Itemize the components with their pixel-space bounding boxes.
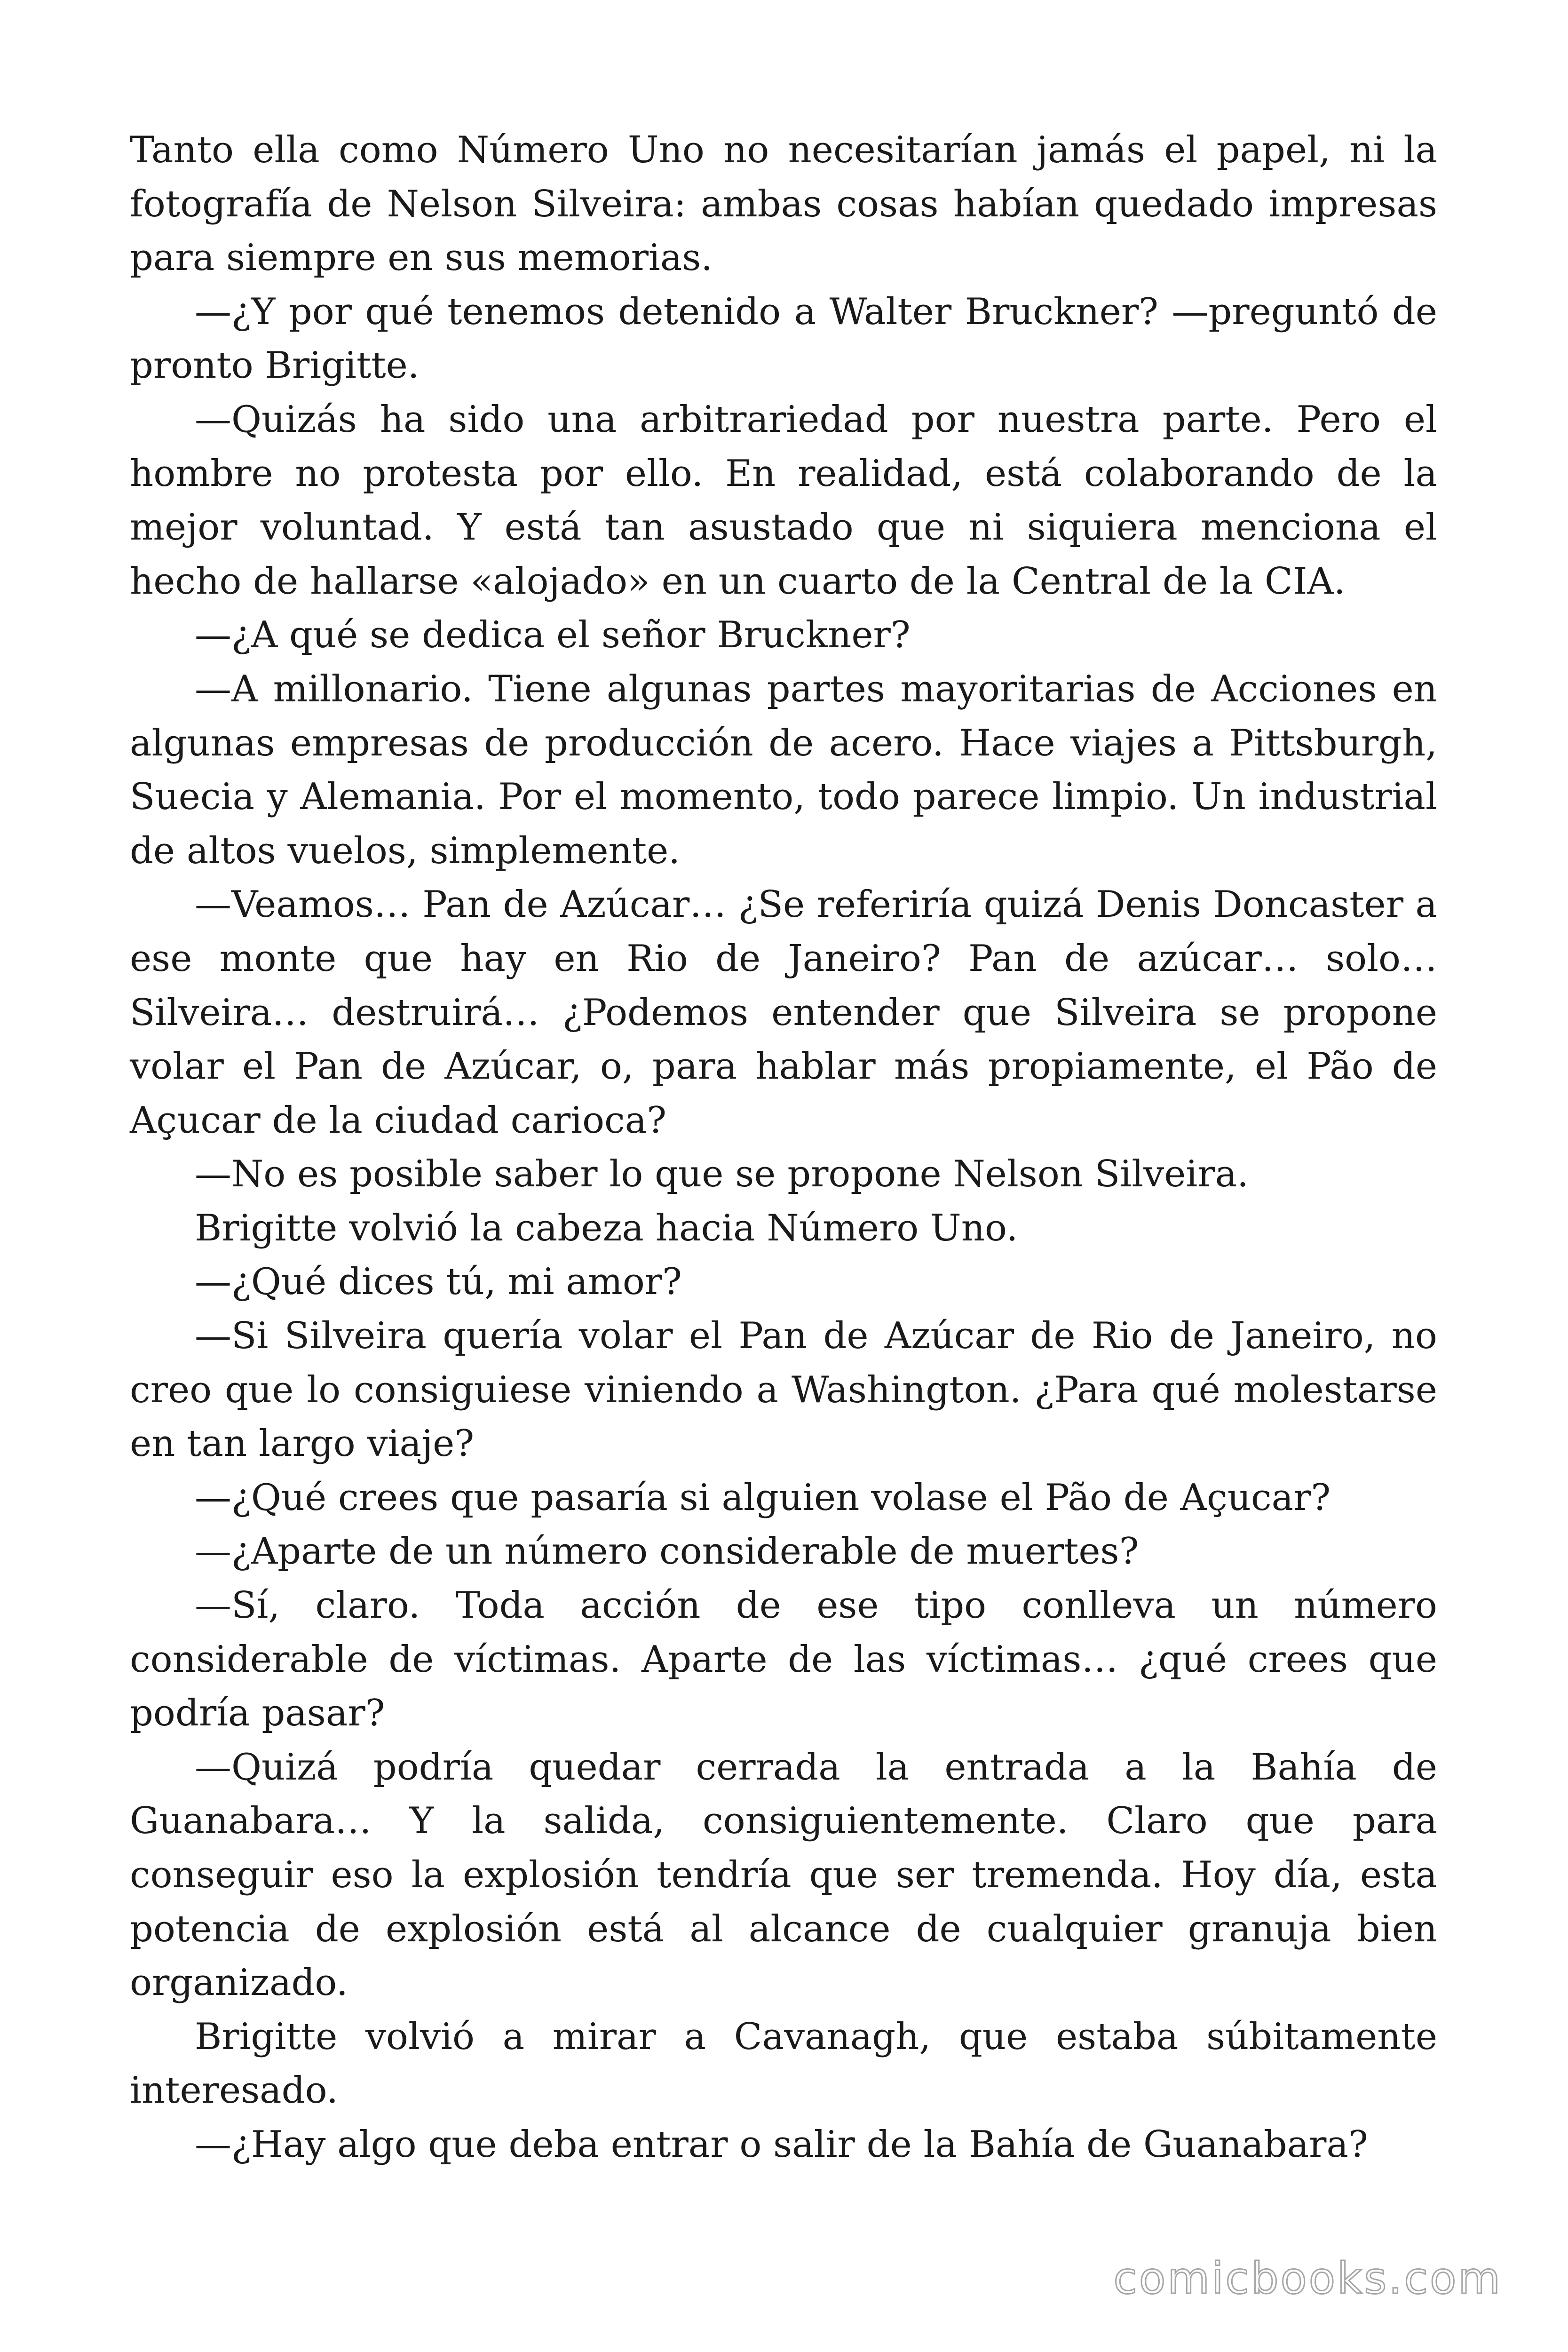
body-text <box>130 123 1437 2172</box>
paragraph-10: —Si Silveira quería volar el Pan de Azúcar de Rio de Janeiro, no creo que lo consiguiese viniendo a Washington. ¿Para qué molestarse en tan largo viaje? <box>130 1315 1437 1465</box>
paragraph-16: —¿Hay algo que deba entrar o salir de la Bahía de Guanabara? <box>195 2123 1368 2166</box>
paragraph-14: —Quizá podría quedar cerrada la entrada a la Bahía de Guanabara… Y la salida, consiguientemente. Claro que para conseguir eso la explosión tendría que ser tremenda. Hoy día, esta potencia de explosión está al alcance de cualquier granuja bien organizado. <box>130 1746 1437 2004</box>
paragraph-5: —A millonario. Tiene algunas partes mayoritarias de Acciones en algunas empresas de producción de acero. Hace viajes a Pittsburgh, Suecia y Alemania. Por el momento, todo parece limpio. Un industrial de altos vuelos, simplemente. <box>130 667 1437 872</box>
paragraph-4: —¿A qué se dedica el señor Bruckner? <box>195 614 911 657</box>
paragraph-9: —¿Qué dices tú, mi amor? <box>195 1261 682 1303</box>
paragraph-7: —No es posible saber lo que se propone Nelson Silveira. <box>195 1153 1249 1196</box>
paragraph-8: Brigitte volvió la cabeza hacia Número Uno. <box>195 1207 1018 1249</box>
paragraph-1: Tanto ella como Número Uno no necesitarían jamás el papel, ni la fotografía de Nelson Silveira: ambas cosas habían quedado impresas para siempre en sus memorias. <box>130 129 1437 279</box>
paragraph-11: —¿Qué crees que pasaría si alguien volase el Pão de Açucar? <box>195 1476 1331 1519</box>
watermark: comicbooks.com <box>1113 2253 1502 2304</box>
paragraph-6: —Veamos… Pan de Azúcar… ¿Se referiría quizá Denis Doncaster a ese monte que hay en Rio de Janeiro? Pan de azúcar… solo… Silveira… destruirá… ¿Podemos entender que Silveira se propone volar el Pan de Azúcar, o, para hablar más propiamente, el Pão de Açucar de la ciudad carioca? <box>130 883 1437 1142</box>
paragraph-13: —Sí, claro. Toda acción de ese tipo conlleva un número considerable de víctimas. Aparte de las víctimas… ¿qué crees que podría pasar? <box>130 1584 1437 1735</box>
paragraph-3: —Quizás ha sido una arbitrariedad por nuestra parte. Pero el hombre no protesta por ello. En realidad, está colaborando de la mejor voluntad. Y está tan asustado que ni siquiera menciona el hecho de hallarse «alojado» en un cuarto de la Central de la CIA. <box>130 398 1437 603</box>
paragraph-15: Brigitte volvió a mirar a Cavanagh, que estaba súbitamente interesado. <box>130 2015 1437 2112</box>
paragraph-12: —¿Aparte de un número considerable de muertes? <box>195 1530 1139 1573</box>
paragraph-2: —¿Y por qué tenemos detenido a Walter Bruckner? —preguntó de pronto Brigitte. <box>130 290 1437 387</box>
